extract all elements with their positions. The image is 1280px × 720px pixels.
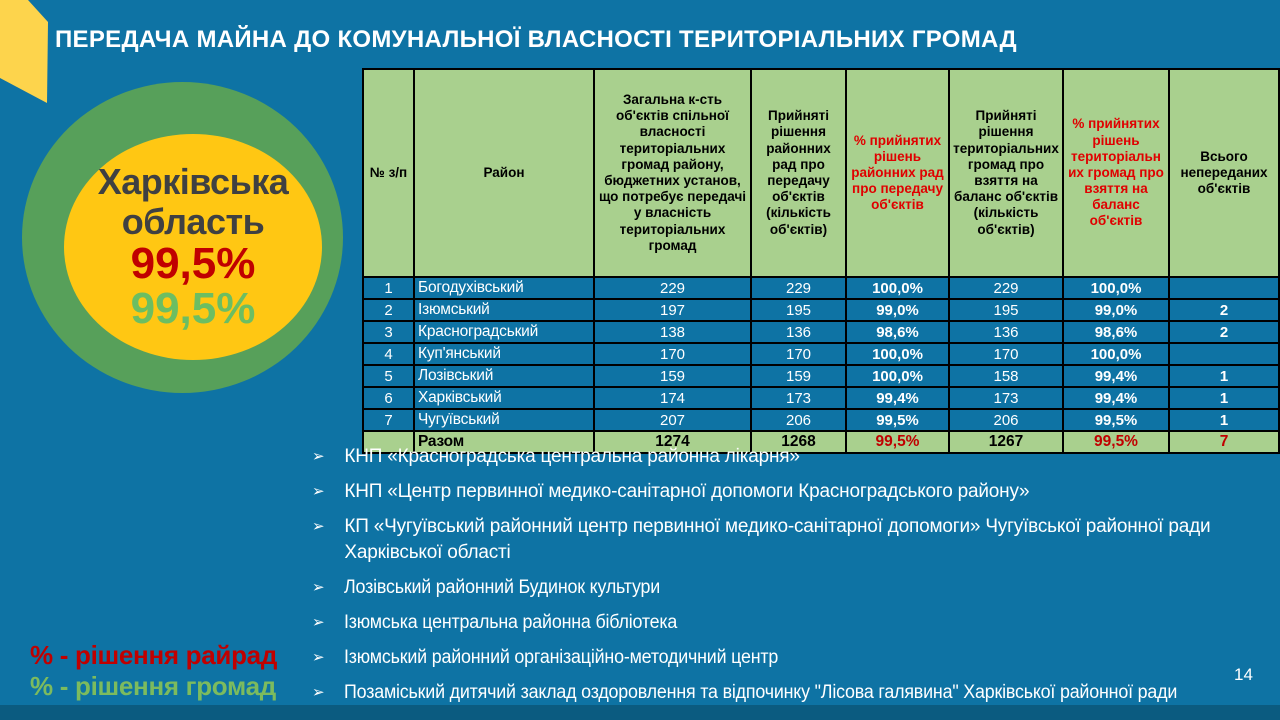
table-row — [363, 277, 1279, 299]
table-cell-num: 4 — [363, 343, 414, 365]
region-name-line1: Харківська — [97, 160, 289, 202]
table-cell-district: Богодухівський — [414, 277, 594, 299]
table-cell-hrom_pct: 99,5% — [1063, 409, 1169, 431]
table-header-cell-6: % прийнятих рішень територіальних громад про взяття на баланс об'єктів — [1063, 69, 1169, 277]
table-row — [363, 365, 1279, 387]
table-cell-num: 5 — [363, 365, 414, 387]
bullet-arrow-icon: ➢ — [312, 448, 325, 465]
rayrad-percent-value: 99,5% — [130, 239, 256, 289]
table-cell-hrom_dec: 1267 — [949, 431, 1063, 453]
table-cell-total: 138 — [594, 321, 751, 343]
region-badge-inner — [64, 134, 322, 360]
table-cell-ray_dec: 1268 — [751, 431, 846, 453]
table-cell-ray_pct: 99,5% — [846, 409, 949, 431]
table-cell-ray_dec: 159 — [751, 365, 846, 387]
table-cell-total: 159 — [594, 365, 751, 387]
slide-title: ПЕРЕДАЧА МАЙНА ДО КОМУНАЛЬНОЇ ВЛАСНОСТІ ТЕРИТОРІАЛЬНИХ ГРОМАД — [55, 26, 1017, 53]
page-number: 14 — [1234, 665, 1253, 684]
table-cell-left: 1 — [1169, 387, 1279, 409]
table-cell-hrom_pct: 99,5% — [1063, 431, 1169, 453]
table-cell-num: 1 — [363, 277, 414, 299]
table-row — [363, 299, 1279, 321]
table-cell-hrom_pct: 98,6% — [1063, 321, 1169, 343]
table-cell-ray_pct: 99,4% — [846, 387, 949, 409]
bullet-text: Ізюмська центральна районна бібліотека — [344, 612, 678, 633]
hromad-percent-value: 99,5% — [130, 284, 256, 334]
table-header-cell-2: Загальна к-сть об'єктів спільної власності територіальних громад району, бюджетних установ, що потребує передачі у власність територіальних громад — [594, 69, 751, 277]
table-cell-ray_dec: 136 — [751, 321, 846, 343]
bullet-item-4 — [312, 610, 1278, 636]
table-cell-ray_pct: 100,0% — [846, 365, 949, 387]
table-cell-district: Разом — [414, 431, 594, 453]
table-cell-hrom_dec: 136 — [949, 321, 1063, 343]
table-row — [363, 343, 1279, 365]
table-cell-total: 1274 — [594, 431, 751, 453]
property-transfer-table — [362, 68, 1280, 454]
table-cell-hrom_pct: 100,0% — [1063, 277, 1169, 299]
bullet-arrow-icon: ➢ — [312, 518, 325, 535]
table-row — [363, 387, 1279, 409]
bullet-item-0 — [312, 444, 1278, 470]
table-cell-ray_pct: 99,0% — [846, 299, 949, 321]
region-badge — [22, 82, 343, 393]
table-cell-district: Лозівський — [414, 365, 594, 387]
table-cell-num: 2 — [363, 299, 414, 321]
table-cell-left: 1 — [1169, 365, 1279, 387]
table-cell-total: 170 — [594, 343, 751, 365]
bullet-item-6 — [312, 680, 1278, 706]
bullet-arrow-icon: ➢ — [312, 649, 325, 666]
table-cell-ray_pct: 99,5% — [846, 431, 949, 453]
table-cell-ray_dec: 229 — [751, 277, 846, 299]
table-cell-left — [1169, 277, 1279, 299]
table-row — [363, 409, 1279, 431]
ribbon-decoration — [0, 0, 50, 115]
table-header-cell-5: Прийняті рішення територіальних громад про взяття на баланс об'єктів (кількість об'єктів) — [949, 69, 1063, 277]
table-cell-hrom_dec: 170 — [949, 343, 1063, 365]
region-name-line2: область — [121, 201, 265, 243]
percent-legend — [30, 640, 277, 702]
bullet-arrow-icon: ➢ — [312, 684, 325, 701]
table-header-row — [363, 69, 1279, 277]
table-header-cell-4: % прийнятих рішень районних рад про передачу об'єктів — [846, 69, 949, 277]
table-cell-district: Куп'янський — [414, 343, 594, 365]
bullet-text: Позаміський дитячий заклад оздоровлення та відпочинку "Лісова галявина" Харківської районної ради — [344, 682, 1178, 703]
bullet-text: Ізюмський районний організаційно-методичний центр — [344, 647, 779, 668]
table-cell-hrom_dec: 158 — [949, 365, 1063, 387]
table-cell-ray_pct: 100,0% — [846, 343, 949, 365]
table-header-cell-7: Всього непереданих об'єктів — [1169, 69, 1279, 277]
table-header-cell-3: Прийняті рішення районних рад про передачу об'єктів (кількість об'єктів) — [751, 69, 846, 277]
table-cell-total: 229 — [594, 277, 751, 299]
data-table-container — [362, 68, 1280, 454]
table-cell-left: 1 — [1169, 409, 1279, 431]
table-cell-num: 7 — [363, 409, 414, 431]
table-cell-ray_dec: 206 — [751, 409, 846, 431]
bullet-arrow-icon: ➢ — [312, 483, 325, 500]
table-cell-hrom_dec: 173 — [949, 387, 1063, 409]
table-cell-left — [1169, 343, 1279, 365]
table-cell-district: Чугуївський — [414, 409, 594, 431]
table-cell-left: 2 — [1169, 299, 1279, 321]
table-cell-district: Харківський — [414, 387, 594, 409]
table-cell-ray_dec: 173 — [751, 387, 846, 409]
table-cell-ray_pct: 98,6% — [846, 321, 949, 343]
table-header-cell-1: Район — [414, 69, 594, 277]
table-cell-hrom_dec: 195 — [949, 299, 1063, 321]
table-cell-hrom_dec: 206 — [949, 409, 1063, 431]
table-cell-ray_dec: 170 — [751, 343, 846, 365]
legend-rayrad: % - рішення райрад — [30, 640, 278, 670]
bullet-item-5 — [312, 645, 1278, 671]
table-cell-ray_dec: 195 — [751, 299, 846, 321]
bullet-item-1 — [312, 479, 1278, 505]
table-cell-total: 174 — [594, 387, 751, 409]
bullet-text: КНП «Красноградська центральна районна лікарня» — [344, 446, 800, 467]
bullet-arrow-icon: ➢ — [312, 579, 325, 596]
bullet-text: Лозівський районний Будинок культури — [344, 577, 661, 598]
bullet-text: КНП «Центр первинної медико-санітарної допомоги Красноградського району» — [344, 481, 1030, 502]
table-cell-hrom_dec: 229 — [949, 277, 1063, 299]
table-cell-total: 197 — [594, 299, 751, 321]
table-cell-left: 7 — [1169, 431, 1279, 453]
bullet-arrow-icon: ➢ — [312, 614, 325, 631]
footer-strip — [0, 705, 1280, 720]
table-cell-left: 2 — [1169, 321, 1279, 343]
table-cell-num: 3 — [363, 321, 414, 343]
table-cell-ray_pct: 100,0% — [846, 277, 949, 299]
bullet-item-3 — [312, 575, 1278, 601]
table-cell-total: 207 — [594, 409, 751, 431]
table-cell-hrom_pct: 100,0% — [1063, 343, 1169, 365]
table-cell-hrom_pct: 99,4% — [1063, 387, 1169, 409]
table-cell-hrom_pct: 99,4% — [1063, 365, 1169, 387]
table-header-cell-0: № з/п — [363, 69, 414, 277]
legend-hromad: % - рішення громад — [30, 671, 276, 701]
table-row — [363, 321, 1279, 343]
bullet-text: КП «Чугуївський районний центр первинної медико-санітарної допомоги» Чугуївської районної ради Харківської області — [344, 516, 1211, 563]
table-cell-district: Красноградський — [414, 321, 594, 343]
bullet-item-2 — [312, 514, 1278, 566]
table-cell-num: 6 — [363, 387, 414, 409]
facilities-bullet-list — [312, 444, 1278, 715]
table-cell-hrom_pct: 99,0% — [1063, 299, 1169, 321]
table-cell-district: Ізюмський — [414, 299, 594, 321]
